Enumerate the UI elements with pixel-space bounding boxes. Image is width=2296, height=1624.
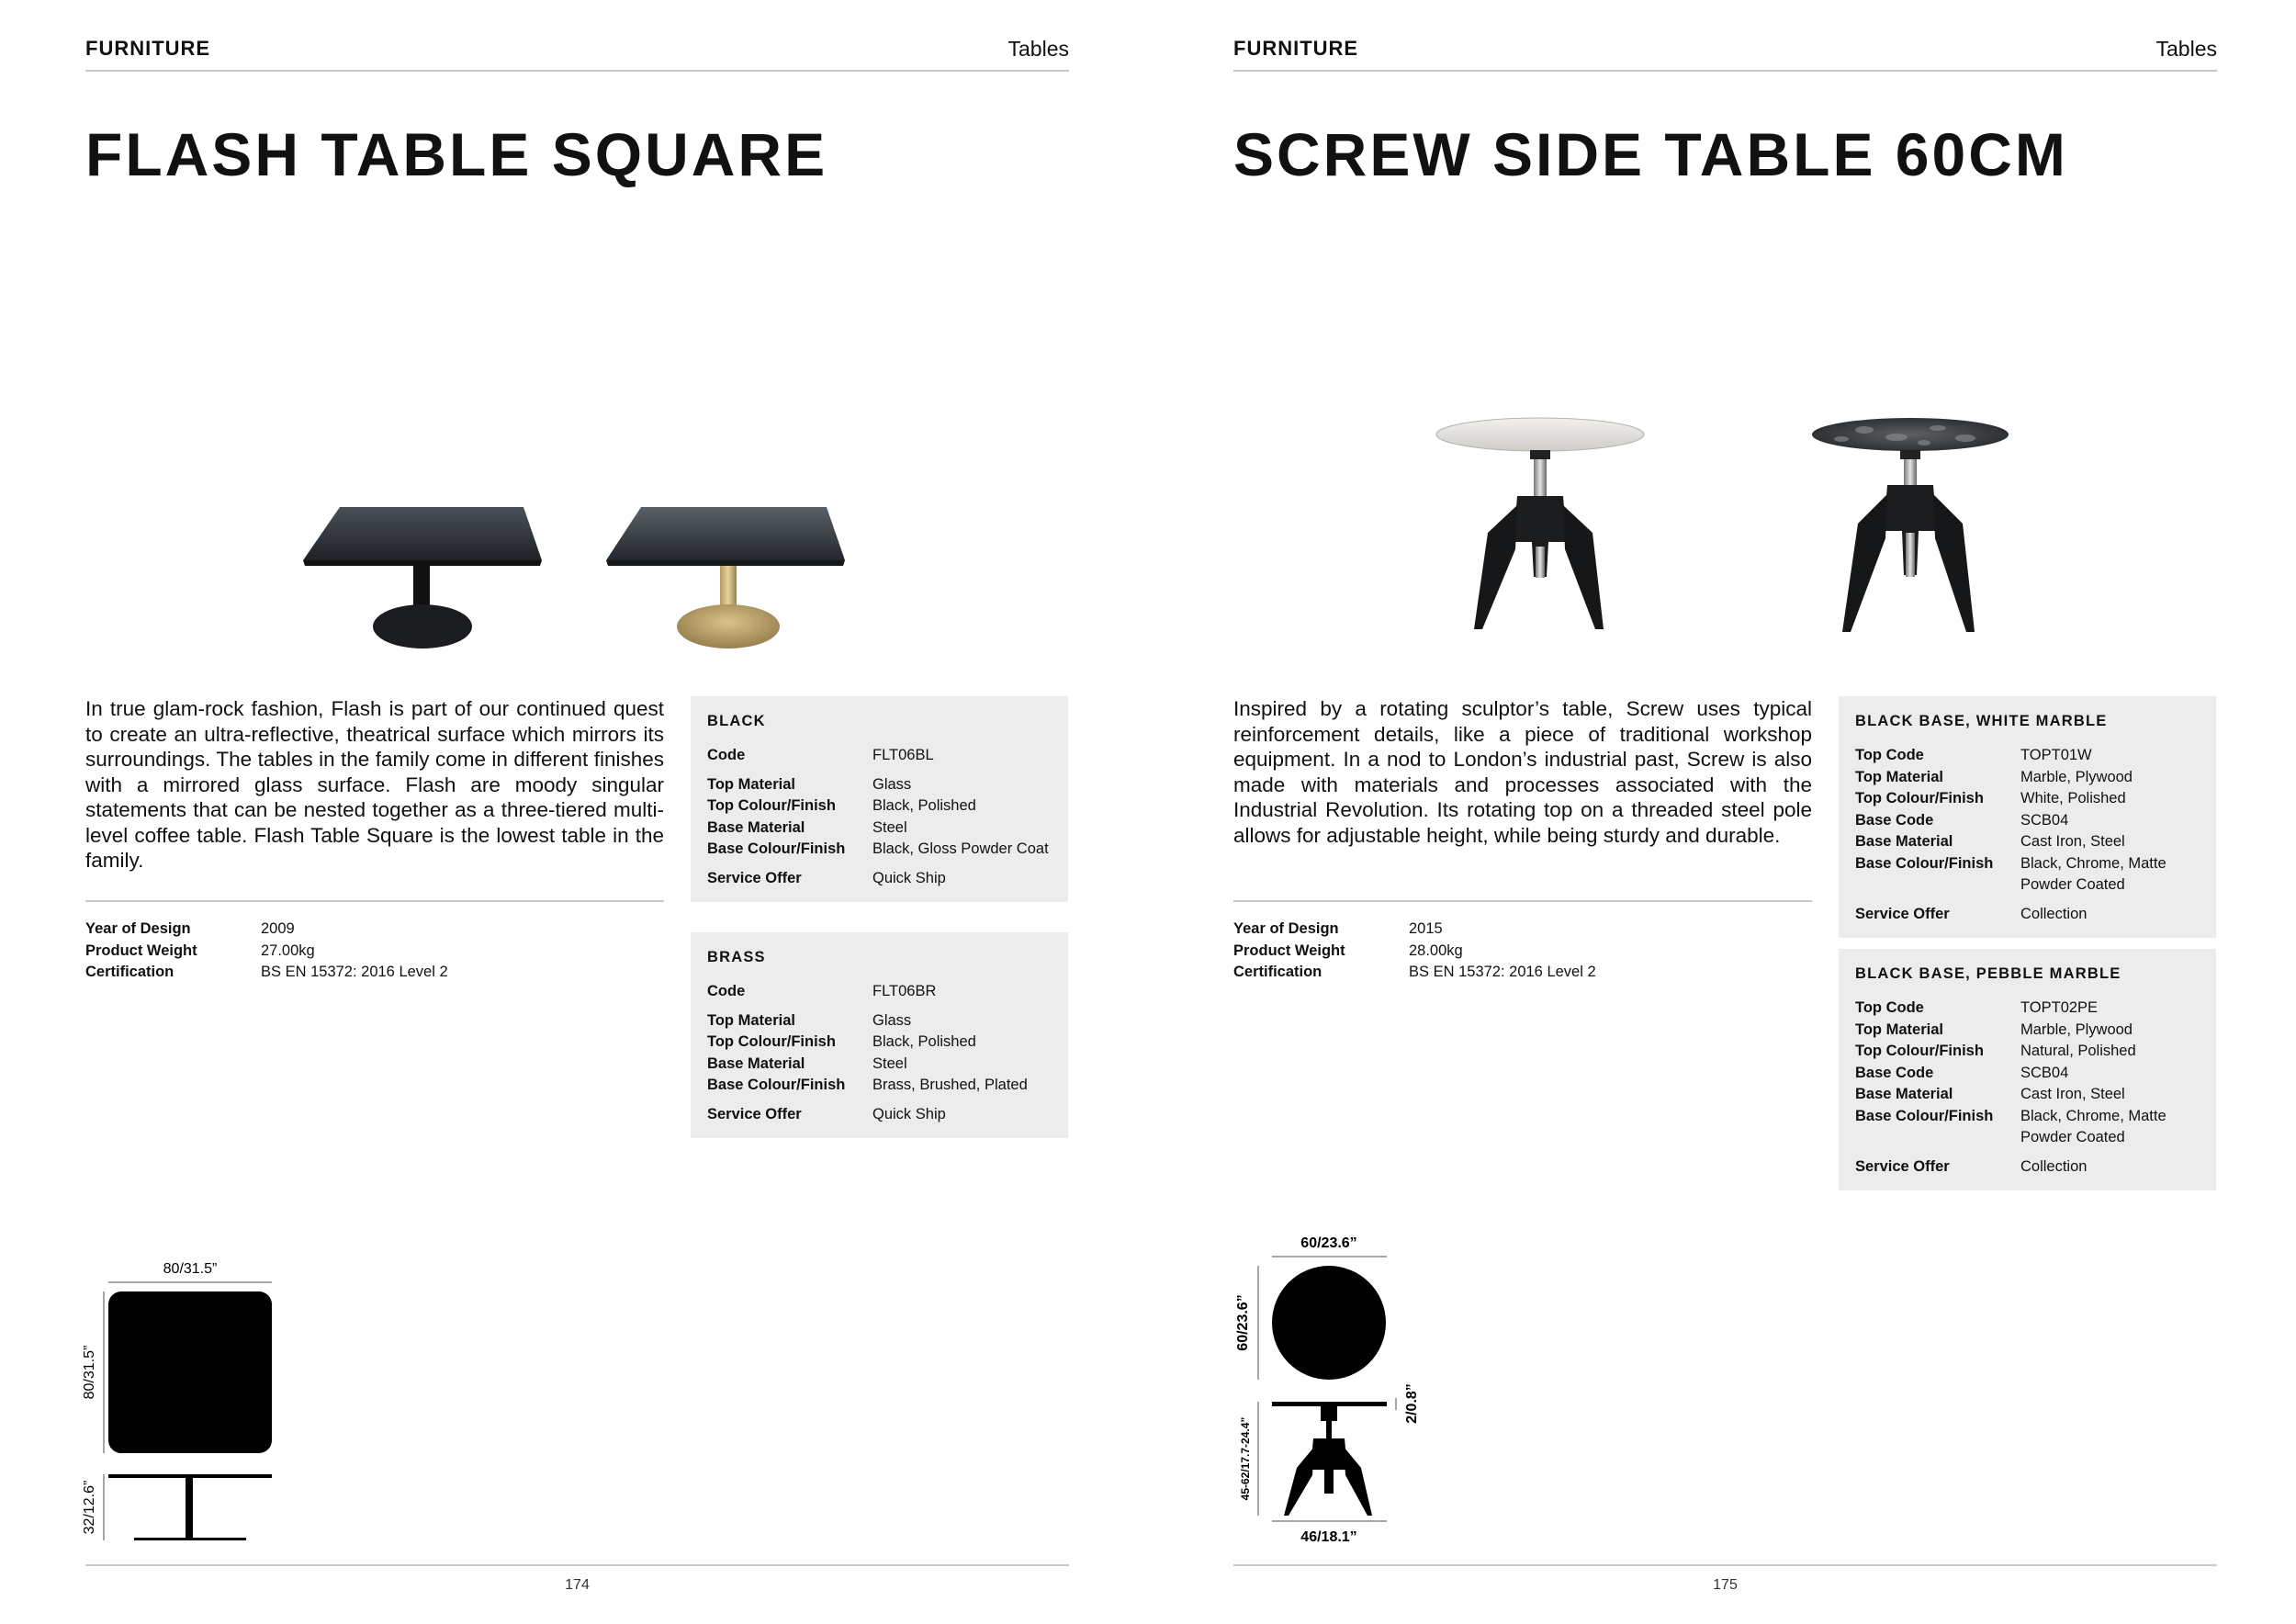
variant-name: BRASS [707,949,766,965]
spec-row: Certification BS EN 15372: 2016 Level 2 [1233,964,1596,981]
variant-row: Top Colour/Finish White, Polished [1855,790,2126,806]
variant-code-row: Code FLT06BR [707,983,937,999]
variant-row: Top Code TOPT02PE [1855,999,2099,1016]
variant-row: Base Colour/Finish Brass, Brushed, Plated [707,1077,1028,1093]
dimension-drawing [1221,1222,1442,1548]
variant-service-row: Service Offer Quick Ship [707,869,946,886]
variant-row: Base Material Steel [707,1054,907,1072]
dimension-height: 32/12.6” [82,1480,97,1535]
product-specs [1233,919,1812,984]
divider [85,900,664,902]
product-title: SCREW SIDE TABLE 60CM [1233,120,2068,188]
variant-panel-pebble-marble [1839,949,2216,1190]
product-description: In true glam-rock fashion, Flash is part of our continued quest to create an ultra-reflective, theatrical surface which mirrors its surroundings. The tables in the family come in different finishes with a mirrored glass surface. Flash are moody singular statements that can be nested together as a three-tiered multi-level coffee table. Flash Table Square is the lowest table in the family. [85,697,664,872]
dimension-drawing [73,1249,294,1552]
spec-row: Product Weight 27.00kg [85,942,315,959]
variant-code-row: Code FLT06BL [707,747,934,763]
section-label: FURNITURE [1233,37,1359,60]
brass-flash-table-photo [606,507,845,648]
variant-row: Top Colour/Finish Natural, Polished [1855,1043,2136,1059]
white-marble-screw-table-photo [1436,418,1644,629]
variant-row: Base Material Steel [707,818,907,836]
variant-service-row: Service Offer Collection [1855,905,2088,922]
page-number: 175 [1233,1564,2217,1594]
variant-row: Base Material Cast Iron, Steel [1855,833,2125,850]
variant-service-row: Service Offer Collection [1855,1157,2088,1175]
product-description: Inspired by a rotating sculptor’s table, Screw uses typical reinforcement details, like a piece of traditional workshop equipment. In a nod to London’s industrial past, Screw is also made with materials and processes associated with the Industrial Revolution. Its rotating top on a threaded steel pole allows for adjustable height, while being sturdy and durable. [1233,697,1812,847]
table-top-plan [1272,1266,1386,1380]
category-label: Tables [2155,37,2217,61]
page-header [1233,35,2217,72]
variant-row: Top Code TOPT01W [1855,747,2092,763]
page-header [85,35,1069,72]
table-elevation [108,1474,272,1540]
variant-row: Top Material Marble, Plywood [1855,1021,2133,1038]
variant-name: BLACK BASE, PEBBLE MARBLE [1855,965,2122,982]
variant-row: Top Colour/Finish Black, Polished [707,1033,976,1050]
dimension-diameter: 60/23.6” [1300,1235,1357,1251]
section-label: FURNITURE [85,37,211,60]
variant-row: Base Colour/Finish Black, Gloss Powder Coat [707,840,1049,857]
spec-row: Certification BS EN 15372: 2016 Level 2 [85,964,448,981]
dimension-height: 45-62/17.7-24.4” [1239,1416,1252,1501]
variant-row: Base Code SCB04 [1855,1064,2069,1081]
dimension-depth: 60/23.6” [1235,1294,1251,1351]
table-elevation [1272,1402,1387,1516]
dimension-depth: 80/31.5” [82,1345,97,1400]
spec-row: Product Weight 28.00kg [1233,942,1463,959]
dimension-base: 46/18.1” [1300,1529,1357,1545]
variant-service-row: Service Offer Quick Ship [707,1105,946,1122]
table-top-plan [108,1291,272,1453]
pebble-marble-screw-table-photo [1812,418,2009,632]
variant-row: Base Colour/Finish Black, Chrome, Matte Powder Coated [1855,1107,2167,1145]
variant-row: Base Material Cast Iron, Steel [1855,1086,2125,1102]
black-flash-table-photo [303,507,542,648]
variant-row: Base Code SCB04 [1855,811,2069,829]
spec-row: Year of Design 2015 [1233,920,1443,938]
variant-row: Top Colour/Finish Black, Polished [707,797,976,814]
product-photos [276,487,882,680]
variant-row: Base Colour/Finish Black, Chrome, Matte Powder Coated [1855,854,2167,893]
variant-panel-white-marble [1839,696,2216,938]
dimension-width: 80/31.5” [163,1261,218,1277]
spec-row: Year of Design 2009 [85,920,295,938]
variant-row: Top Material Marble, Plywood [1855,768,2133,785]
variant-panel-black [691,696,1068,902]
right-page [1148,0,2296,1624]
product-photos [1424,395,2030,643]
variant-row: Top Material Glass [707,1011,912,1029]
variant-name: BLACK BASE, WHITE MARBLE [1855,713,2108,729]
variant-name: BLACK [707,713,766,729]
product-specs [85,919,664,984]
page-number: 174 [85,1564,1069,1594]
variant-panel-brass [691,932,1068,1138]
divider [1233,900,1812,902]
category-label: Tables [1007,37,1069,61]
product-title: FLASH TABLE SQUARE [85,120,828,188]
dimension-top-thickness: 2/0.8” [1404,1383,1420,1424]
variant-row: Top Material Glass [707,775,912,793]
